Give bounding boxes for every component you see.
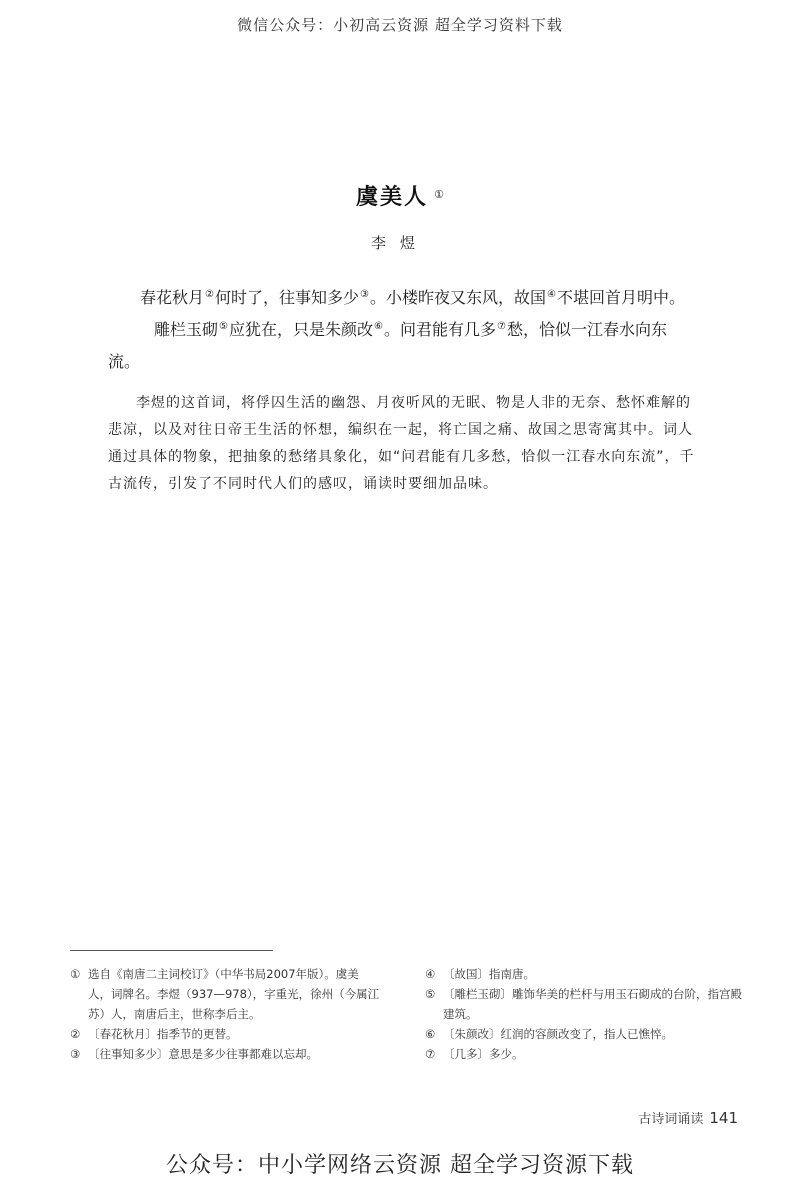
footnote-mark: ④ [546,288,556,300]
footnote-item [425,984,745,1024]
footnote-item [425,1044,745,1064]
footnote-text: 〔朱颜改〕红润的容颜改变了，指人已憔悴。 [443,1027,673,1041]
footnote-text: 〔故国〕指南唐。 [443,967,535,981]
footnote-mark: ⑥ [374,320,383,332]
footnote-text: 〔往事知多少〕意思是多少往事都难以忘却。 [88,1047,318,1061]
footnote-mark: ② [205,288,214,300]
book-section-label: 古诗词诵读 [638,1112,704,1127]
footnote-item [70,1024,380,1044]
page-number: 141 [709,1109,738,1127]
footnote-text: 〔几多〕多少。 [443,1047,524,1061]
poem-segment: 。问君能有几多 [383,320,496,339]
footnote-number: ③ [70,1047,81,1061]
footnote-number: ① [70,967,81,981]
poem-segment: 何时了，往事知多少 [214,288,359,307]
poem-segment: 雕栏玉砌 [154,320,219,339]
footnote-mark: ⑤ [219,320,228,332]
footnote-item [425,964,745,984]
top-watermark: 微信公众号：小初高云资源 超全学习资料下载 [237,16,563,34]
commentary-paragraph: 李煜的这首词，将俘囚生活的幽怨、月夜听风的无眠、物是人非的无奈、愁怀难解的悲凉，以及对往日帝王生活的怀想，编织在一起，将亡国之痛、故国之思寄寓其中。词人通过具体的物象，把抽象的愁绪具象化，如“问君能有几多愁，恰似一江春水向东流”，千古流传，引发了不同时代人们的感叹，诵读时要细加品味。 [108,395,695,492]
footnotes-right [425,964,745,1064]
poem-title-block [0,180,800,211]
footnote-number: ⑦ [425,1047,436,1061]
footnote-number: ⑤ [425,987,436,1001]
footnote-text: 〔春花秋月〕指季节的更替。 [88,1027,238,1041]
footnote-number: ② [70,1027,81,1041]
title-footnote-mark: ① [434,187,444,201]
footnotes-left [70,964,380,1064]
footnote-text: 〔雕栏玉砌〕雕饰华美的栏杆与用玉石砌成的台阶，指宫殿建筑。 [443,987,742,1021]
footnote-number: ⑥ [425,1027,436,1041]
footnote-item [70,964,380,1024]
footnote-item [425,1024,745,1044]
footnote-divider [70,950,273,951]
poem-author: 李煜 [370,234,429,252]
poem-title: 虞美人 [356,184,429,210]
poem-segment: 。小楼昨夜又东风，故国 [369,288,546,307]
poem-segment: 愁，恰似一江春水向东流。 [108,320,667,371]
poem-segment: 不堪回首月明中。 [556,288,685,307]
footnote-item [70,1044,380,1064]
footnote-mark: ③ [360,288,369,300]
poem-segment: 应犹在，只是朱颜改 [228,320,373,339]
poem-segment: 春花秋月 [140,288,205,307]
bottom-watermark: 公众号：中小学网络云资源 超全学习资源下载 [166,1153,634,1178]
footnote-text: 选自《南唐二主词校订》（中华书局2007年版）。虞美人，词牌名。李煜（937—978），字重光，徐州（今属江苏）人，南唐后主，世称李后主。 [88,967,380,1021]
footnote-number: ④ [425,967,436,981]
poem-body [108,282,698,378]
page-footer [638,1108,738,1127]
footnote-mark: ⑦ [496,320,506,332]
